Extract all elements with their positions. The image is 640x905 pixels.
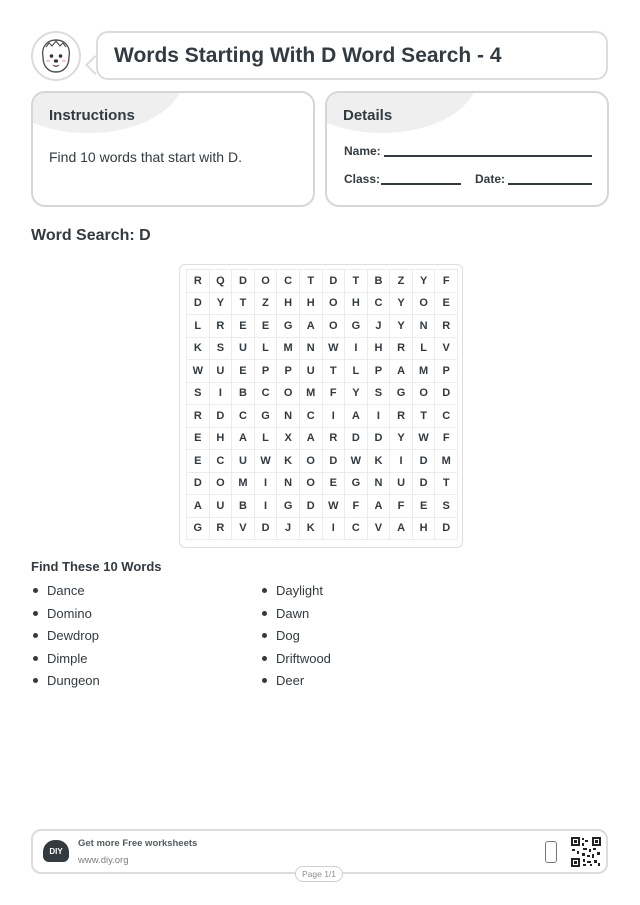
- grid-cell[interactable]: K: [187, 338, 210, 361]
- grid-cell[interactable]: R: [323, 428, 346, 451]
- grid-cell[interactable]: G: [345, 473, 368, 496]
- grid-cell[interactable]: M: [277, 338, 300, 361]
- grid-cell[interactable]: L: [255, 428, 278, 451]
- grid-cell[interactable]: R: [390, 338, 413, 361]
- grid-cell[interactable]: O: [300, 473, 323, 496]
- grid-cell[interactable]: Y: [390, 428, 413, 451]
- grid-cell[interactable]: H: [210, 428, 233, 451]
- grid-cell[interactable]: U: [210, 360, 233, 383]
- grid-cell[interactable]: P: [277, 360, 300, 383]
- grid-cell[interactable]: T: [413, 405, 436, 428]
- grid-cell[interactable]: W: [255, 450, 278, 473]
- grid-cell[interactable]: O: [255, 270, 278, 293]
- grid-cell[interactable]: C: [210, 450, 233, 473]
- grid-cell[interactable]: L: [255, 338, 278, 361]
- grid-cell[interactable]: O: [413, 383, 436, 406]
- grid-cell[interactable]: N: [413, 315, 436, 338]
- grid-cell[interactable]: E: [187, 450, 210, 473]
- grid-cell[interactable]: V: [435, 338, 458, 361]
- grid-cell[interactable]: I: [255, 473, 278, 496]
- grid-cell[interactable]: A: [390, 518, 413, 541]
- grid-cell[interactable]: G: [277, 495, 300, 518]
- grid-cell[interactable]: W: [413, 428, 436, 451]
- date-label: Date:: [475, 172, 506, 186]
- grid-cell[interactable]: I: [323, 405, 346, 428]
- grid-cell[interactable]: I: [255, 495, 278, 518]
- grid-cell[interactable]: E: [413, 495, 436, 518]
- grid-cell[interactable]: J: [277, 518, 300, 541]
- grid-cell[interactable]: F: [345, 495, 368, 518]
- grid-cell[interactable]: R: [210, 315, 233, 338]
- grid-cell[interactable]: C: [300, 405, 323, 428]
- grid-cell[interactable]: Z: [255, 293, 278, 316]
- grid-cell[interactable]: U: [232, 338, 255, 361]
- grid-cell[interactable]: H: [368, 338, 391, 361]
- grid-cell[interactable]: I: [210, 383, 233, 406]
- grid-cell[interactable]: U: [390, 473, 413, 496]
- grid-cell[interactable]: O: [300, 450, 323, 473]
- grid-cell[interactable]: L: [187, 315, 210, 338]
- grid-cell[interactable]: Y: [210, 293, 233, 316]
- grid-cell[interactable]: A: [300, 428, 323, 451]
- puzzle-title: Word Search: D: [31, 227, 151, 244]
- grid-cell[interactable]: K: [300, 518, 323, 541]
- grid-cell[interactable]: E: [232, 360, 255, 383]
- grid-cell[interactable]: G: [345, 315, 368, 338]
- footer-promo-text: Get more Free worksheets: [78, 838, 198, 849]
- details-card: [325, 91, 609, 207]
- word-list-item: Deer: [260, 672, 331, 695]
- grid-cell[interactable]: C: [435, 405, 458, 428]
- grid-cell[interactable]: A: [390, 360, 413, 383]
- grid-cell[interactable]: E: [187, 428, 210, 451]
- grid-cell[interactable]: R: [435, 315, 458, 338]
- word-list-item: Dungeon: [31, 672, 100, 695]
- grid-cell[interactable]: N: [277, 405, 300, 428]
- grid-cell[interactable]: T: [435, 473, 458, 496]
- footer-url-link[interactable]: www.diy.org: [78, 855, 129, 866]
- grid-cell[interactable]: T: [345, 270, 368, 293]
- class-field[interactable]: [381, 183, 461, 185]
- grid-cell[interactable]: N: [300, 338, 323, 361]
- grid-cell[interactable]: D: [345, 428, 368, 451]
- grid-cell[interactable]: D: [187, 293, 210, 316]
- grid-cell[interactable]: F: [435, 428, 458, 451]
- grid-cell[interactable]: O: [277, 383, 300, 406]
- grid-cell[interactable]: D: [323, 450, 346, 473]
- name-field[interactable]: [384, 155, 592, 157]
- grid-cell[interactable]: I: [323, 518, 346, 541]
- word-list-title: Find These 10 Words: [31, 559, 162, 574]
- grid-cell[interactable]: C: [277, 270, 300, 293]
- grid-cell[interactable]: W: [345, 450, 368, 473]
- word-list-item: Dance: [31, 582, 100, 605]
- grid-cell[interactable]: D: [323, 270, 346, 293]
- grid-cell[interactable]: A: [368, 495, 391, 518]
- class-label: Class:: [344, 172, 381, 186]
- grid-cell[interactable]: I: [368, 405, 391, 428]
- grid-cell[interactable]: H: [300, 293, 323, 316]
- grid-cell[interactable]: M: [435, 450, 458, 473]
- grid-cell[interactable]: E: [323, 473, 346, 496]
- grid-cell[interactable]: Y: [345, 383, 368, 406]
- grid-cell[interactable]: Z: [390, 270, 413, 293]
- grid-cell[interactable]: T: [323, 360, 346, 383]
- word-list-item: Dimple: [31, 650, 100, 673]
- grid-cell[interactable]: H: [345, 293, 368, 316]
- word-search-grid: [186, 269, 458, 540]
- grid-cell[interactable]: W: [187, 360, 210, 383]
- grid-cell[interactable]: W: [323, 495, 346, 518]
- instructions-heading: Instructions: [49, 107, 135, 124]
- grid-cell[interactable]: S: [435, 495, 458, 518]
- grid-cell[interactable]: D: [255, 518, 278, 541]
- grid-cell[interactable]: B: [232, 495, 255, 518]
- grid-cell[interactable]: O: [210, 473, 233, 496]
- grid-cell[interactable]: A: [300, 315, 323, 338]
- grid-cell[interactable]: N: [277, 473, 300, 496]
- grid-cell[interactable]: R: [187, 270, 210, 293]
- grid-cell[interactable]: D: [413, 450, 436, 473]
- grid-cell[interactable]: D: [232, 270, 255, 293]
- grid-cell[interactable]: K: [277, 450, 300, 473]
- grid-cell[interactable]: O: [323, 293, 346, 316]
- word-list-item: Dawn: [260, 605, 331, 628]
- name-label: Name:: [344, 144, 381, 158]
- grid-cell[interactable]: G: [277, 315, 300, 338]
- grid-cell[interactable]: T: [300, 270, 323, 293]
- grid-cell[interactable]: H: [277, 293, 300, 316]
- grid-cell[interactable]: I: [345, 338, 368, 361]
- grid-cell[interactable]: Y: [413, 270, 436, 293]
- yeti-mascot-icon: [33, 33, 79, 79]
- grid-cell[interactable]: Q: [210, 270, 233, 293]
- grid-cell[interactable]: F: [323, 383, 346, 406]
- grid-cell[interactable]: M: [300, 383, 323, 406]
- grid-cell[interactable]: B: [368, 270, 391, 293]
- grid-cell[interactable]: S: [368, 383, 391, 406]
- grid-cell[interactable]: E: [255, 315, 278, 338]
- grid-cell[interactable]: G: [187, 518, 210, 541]
- grid-cell[interactable]: T: [232, 293, 255, 316]
- grid-cell[interactable]: W: [323, 338, 346, 361]
- grid-cell[interactable]: C: [232, 405, 255, 428]
- grid-cell[interactable]: E: [435, 293, 458, 316]
- grid-cell[interactable]: L: [345, 360, 368, 383]
- grid-cell[interactable]: F: [435, 270, 458, 293]
- qr-code-icon: [571, 837, 601, 867]
- page-indicator: Page 1/1: [295, 866, 343, 882]
- grid-cell[interactable]: M: [232, 473, 255, 496]
- word-list-column-2: [260, 582, 331, 695]
- grid-cell[interactable]: Y: [390, 293, 413, 316]
- grid-cell[interactable]: S: [210, 338, 233, 361]
- grid-cell[interactable]: F: [390, 495, 413, 518]
- mascot-avatar: [31, 31, 81, 81]
- grid-cell[interactable]: D: [413, 473, 436, 496]
- grid-cell[interactable]: U: [232, 450, 255, 473]
- grid-cell[interactable]: D: [435, 518, 458, 541]
- grid-cell[interactable]: D: [300, 495, 323, 518]
- grid-cell[interactable]: D: [435, 383, 458, 406]
- grid-cell[interactable]: R: [187, 405, 210, 428]
- word-list-column-1: [31, 582, 100, 695]
- grid-cell[interactable]: L: [413, 338, 436, 361]
- title-bubble: [96, 31, 608, 80]
- word-search-box: [179, 264, 463, 548]
- date-field[interactable]: [508, 183, 592, 185]
- word-list-item: Domino: [31, 605, 100, 628]
- grid-cell[interactable]: R: [390, 405, 413, 428]
- grid-cell[interactable]: C: [368, 293, 391, 316]
- instructions-card: [31, 91, 315, 207]
- word-list-item: Daylight: [260, 582, 331, 605]
- grid-cell[interactable]: I: [390, 450, 413, 473]
- details-heading: Details: [343, 107, 393, 124]
- grid-cell[interactable]: K: [368, 450, 391, 473]
- grid-cell[interactable]: O: [323, 315, 346, 338]
- grid-cell[interactable]: M: [413, 360, 436, 383]
- grid-cell[interactable]: R: [210, 518, 233, 541]
- page-title: Words Starting With D Word Search - 4: [114, 44, 502, 67]
- grid-cell[interactable]: V: [368, 518, 391, 541]
- grid-cell[interactable]: D: [210, 405, 233, 428]
- grid-cell[interactable]: G: [255, 405, 278, 428]
- word-list-item: Dog: [260, 627, 331, 650]
- grid-cell[interactable]: C: [345, 518, 368, 541]
- word-list-item: Dewdrop: [31, 627, 100, 650]
- grid-cell[interactable]: D: [368, 428, 391, 451]
- grid-cell[interactable]: H: [413, 518, 436, 541]
- grid-cell[interactable]: B: [232, 383, 255, 406]
- grid-cell[interactable]: N: [368, 473, 391, 496]
- grid-cell[interactable]: S: [187, 383, 210, 406]
- grid-cell[interactable]: O: [413, 293, 436, 316]
- diy-logo-icon[interactable]: DIY: [43, 840, 69, 862]
- grid-cell[interactable]: U: [210, 495, 233, 518]
- grid-cell[interactable]: C: [255, 383, 278, 406]
- grid-cell[interactable]: P: [255, 360, 278, 383]
- grid-cell[interactable]: U: [300, 360, 323, 383]
- grid-cell[interactable]: G: [390, 383, 413, 406]
- word-list-item: Driftwood: [260, 650, 331, 673]
- grid-cell[interactable]: V: [232, 518, 255, 541]
- phone-icon: [545, 841, 557, 863]
- grid-cell[interactable]: A: [187, 495, 210, 518]
- grid-cell[interactable]: X: [277, 428, 300, 451]
- grid-cell[interactable]: D: [187, 473, 210, 496]
- grid-cell[interactable]: J: [368, 315, 391, 338]
- instructions-text: Find 10 words that start with D.: [49, 149, 242, 165]
- grid-cell[interactable]: P: [435, 360, 458, 383]
- grid-cell[interactable]: A: [232, 428, 255, 451]
- grid-cell[interactable]: P: [368, 360, 391, 383]
- grid-cell[interactable]: Y: [390, 315, 413, 338]
- grid-cell[interactable]: E: [232, 315, 255, 338]
- grid-cell[interactable]: A: [345, 405, 368, 428]
